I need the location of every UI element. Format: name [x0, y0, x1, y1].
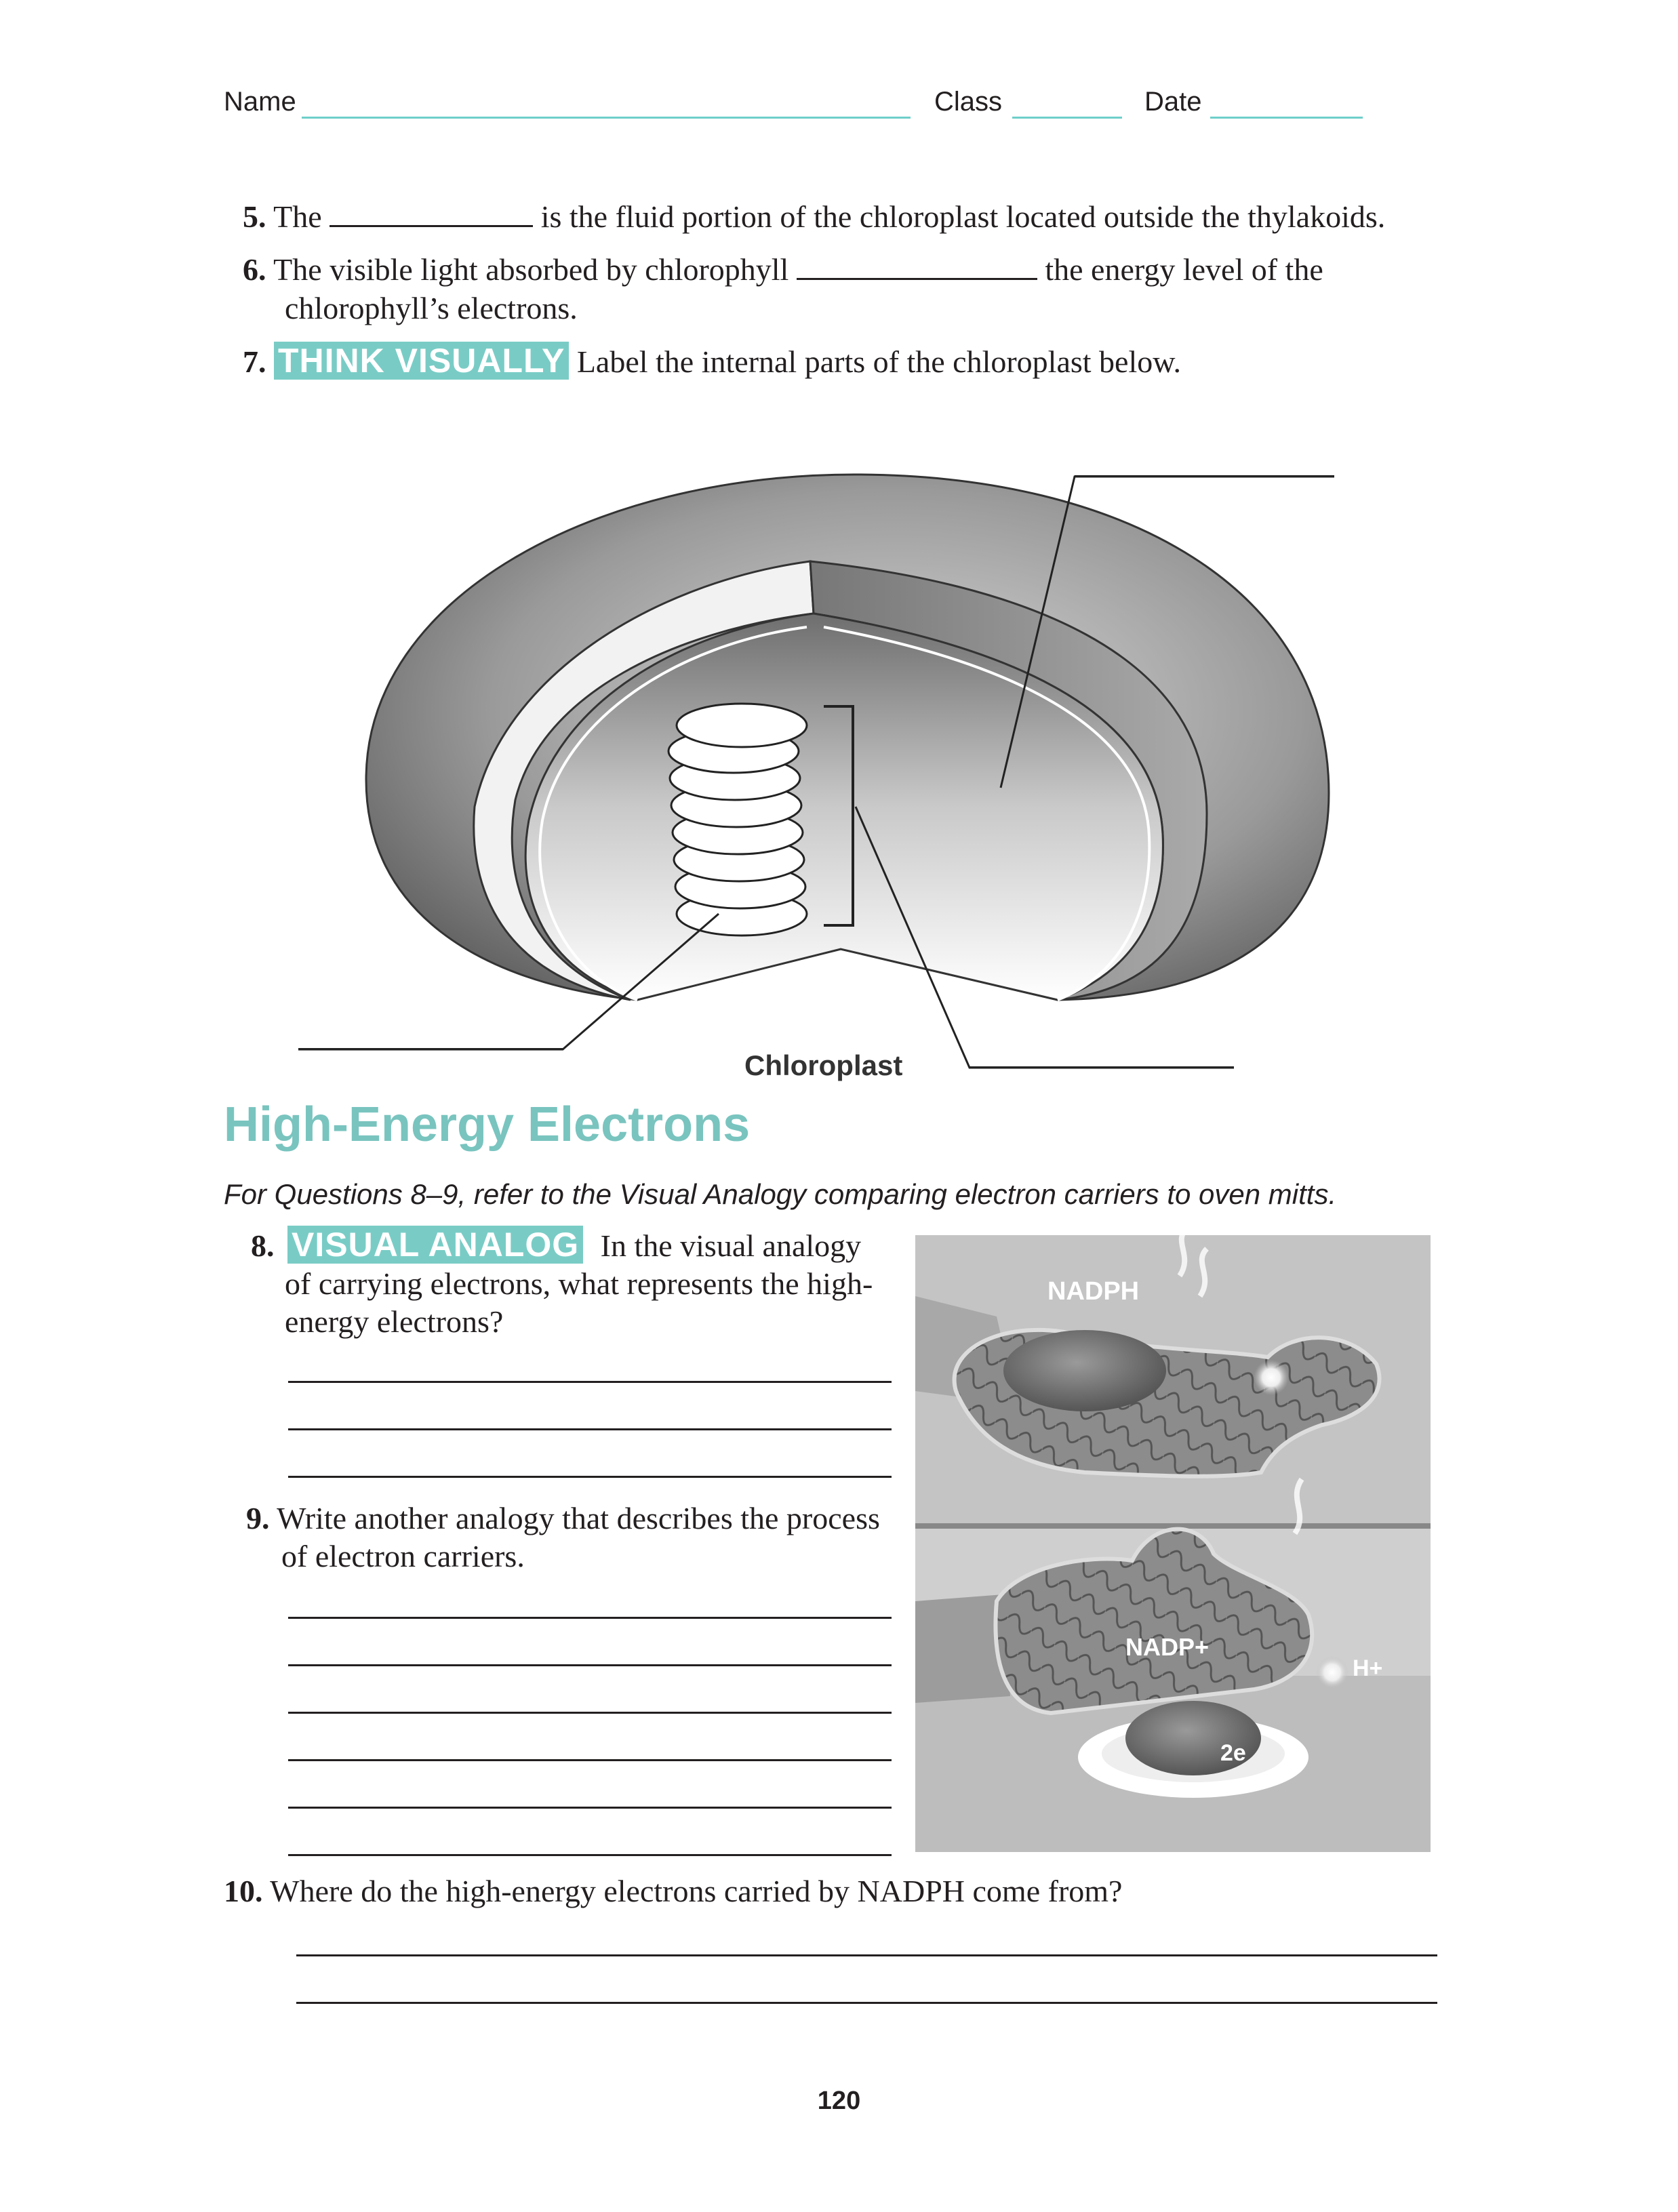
question-text: The [273, 199, 322, 234]
hydrogen-ion-label: H+ [1353, 1655, 1383, 1681]
question-8-line2: of carrying electrons, what represents the high- [285, 1266, 873, 1301]
question-9 [246, 1498, 880, 1539]
answer-line[interactable] [296, 1954, 1437, 1956]
name-label: Name [224, 87, 296, 117]
name-field[interactable] [302, 117, 911, 119]
class-field[interactable] [1012, 117, 1122, 119]
question-number: 5. [243, 199, 266, 234]
question-6 [243, 249, 1323, 290]
label-answer-line-stroma[interactable] [1075, 475, 1334, 477]
think-visually-badge: THINK VISUALLY [274, 342, 569, 380]
question-10 [224, 1871, 1122, 1912]
electron-glow-icon [1254, 1360, 1289, 1395]
question-7 [243, 342, 1181, 382]
question-text: Label the internal parts of the chloroplast below. [576, 344, 1181, 379]
question-8 [251, 1226, 861, 1266]
label-answer-line-granum[interactable] [970, 1066, 1234, 1068]
question-text: Write another analogy that describes the process [277, 1501, 880, 1535]
electrons-label: 2e [1220, 1740, 1246, 1766]
figure-caption: Chloroplast [744, 1049, 903, 1081]
label-answer-line-thylakoid[interactable] [298, 1048, 563, 1050]
visual-analogy-image [915, 1235, 1431, 1852]
page-number: 120 [817, 2087, 861, 2115]
answer-line[interactable] [288, 1712, 892, 1714]
question-number: 10. [224, 1874, 263, 1908]
question-number: 9. [246, 1501, 270, 1535]
question-text: the energy level of the [1045, 252, 1323, 287]
answer-line[interactable] [288, 1854, 892, 1856]
question-number: 6. [243, 252, 266, 287]
question-8-line3: energy electrons? [285, 1304, 504, 1339]
chloroplast-diagram [285, 461, 1370, 1085]
answer-line[interactable] [288, 1476, 892, 1478]
section-intro: For Questions 8–9, refer to the Visual Analogy comparing electron carriers to oven mitts. [224, 1178, 1337, 1210]
answer-line[interactable] [288, 1381, 892, 1383]
hydrogen-ion-icon [1316, 1656, 1349, 1689]
answer-blank[interactable] [797, 252, 1037, 280]
granum-stack [668, 704, 807, 936]
answer-line[interactable] [296, 2002, 1437, 2004]
nadph-label: NADPH [1047, 1277, 1140, 1306]
question-6-line2: chlorophyll’s electrons. [285, 291, 578, 325]
date-field[interactable] [1210, 117, 1363, 119]
question-text: Where do the high-energy electrons carried by NADPH come from? [270, 1874, 1123, 1908]
answer-line[interactable] [288, 1428, 892, 1430]
answer-line[interactable] [288, 1664, 892, 1666]
question-number: 8. [251, 1228, 275, 1263]
question-5 [243, 197, 1385, 237]
nadp-label: NADP+ [1125, 1633, 1210, 1661]
answer-blank[interactable] [329, 199, 533, 227]
question-text: The visible light absorbed by chlorophyll [273, 252, 789, 287]
question-text: In the visual analogy [600, 1228, 862, 1263]
question-number: 7. [243, 344, 266, 379]
class-label: Class [934, 87, 1003, 117]
answer-line[interactable] [288, 1617, 892, 1619]
question-9-line2: of electron carriers. [281, 1539, 525, 1573]
visual-analogy-badge: VISUAL ANALOG [287, 1226, 583, 1264]
question-text: is the fluid portion of the chloroplast located outside the thylakoids. [540, 199, 1386, 234]
answer-line[interactable] [288, 1807, 892, 1809]
potato-top [1003, 1330, 1166, 1411]
section-title: High-Energy Electrons [224, 1098, 751, 1152]
answer-line[interactable] [288, 1759, 892, 1761]
date-label: Date [1144, 87, 1202, 117]
